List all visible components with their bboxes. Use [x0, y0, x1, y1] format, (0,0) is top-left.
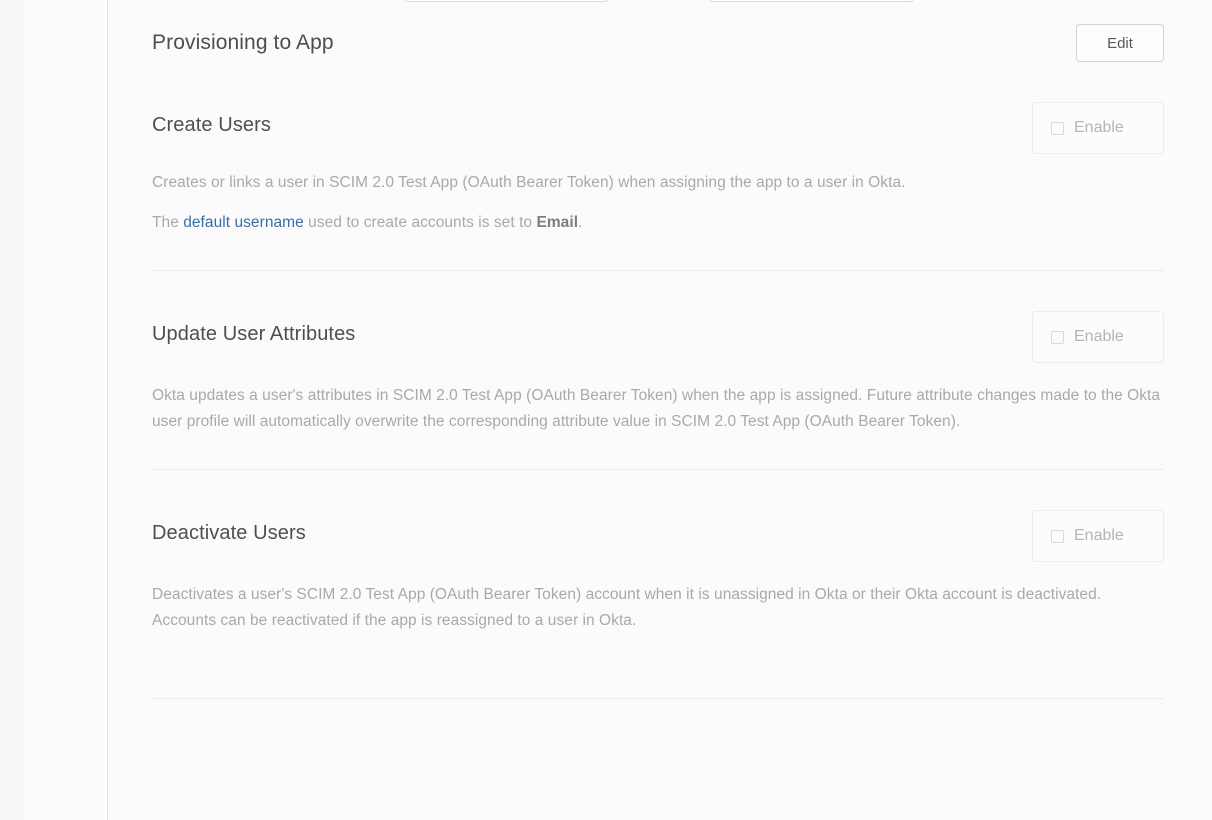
- note-prefix: The: [152, 214, 184, 231]
- sidebar-rail: [24, 0, 108, 820]
- update-user-attributes-header: [152, 311, 1164, 363]
- spacer: [152, 562, 1164, 582]
- section-header: [152, 0, 1164, 62]
- note-suffix: .: [578, 214, 583, 231]
- page-title: Provisioning to App: [152, 31, 334, 54]
- create-users-title: Create Users: [152, 114, 272, 136]
- update-user-attributes-title: Update User Attributes: [152, 323, 356, 345]
- page-left-gutter: [0, 0, 24, 820]
- deactivate-users-title: Deactivate Users: [152, 522, 306, 544]
- update-user-attributes-enable-toggle[interactable]: [1032, 311, 1164, 363]
- edit-button[interactable]: Edit: [1076, 24, 1164, 62]
- create-users-description: Creates or links a user in SCIM 2.0 Test App (OAuth Bearer Token) when assigning the app to a user in Okta.: [152, 174, 906, 191]
- create-users-username-note: [152, 210, 1164, 236]
- spacer: [108, 271, 1212, 311]
- spacer: [152, 154, 1164, 170]
- checkbox-icon[interactable]: [1051, 122, 1064, 135]
- divider: [152, 698, 1164, 699]
- create-users-enable-label: Enable: [1074, 119, 1124, 136]
- spacer: [152, 236, 1164, 270]
- note-value: Email: [536, 214, 579, 231]
- create-users-block: [108, 102, 1212, 270]
- provisioning-to-app-section: [108, 0, 1212, 62]
- spacer: [152, 435, 1164, 469]
- deactivate-users-block: [108, 510, 1212, 698]
- update-user-attributes-enable-label: Enable: [1074, 328, 1124, 345]
- update-user-attributes-description: Okta updates a user's attributes in SCIM 2.0 Test App (OAuth Bearer Token) when the app is assigned. Future attribute changes made to the Okta user profile will automatically overwrite the corresponding attribute value in SCIM 2.0 Test App (OAuth Bearer Token).: [152, 387, 1161, 430]
- deactivate-users-enable-toggle[interactable]: [1032, 510, 1164, 562]
- spacer: [152, 634, 1164, 674]
- spacer: [152, 363, 1164, 383]
- main-content: [108, 0, 1212, 820]
- update-user-attributes-block: [108, 311, 1212, 469]
- create-users-enable-toggle[interactable]: [1032, 102, 1164, 154]
- spacer: [152, 674, 1164, 698]
- checkbox-icon[interactable]: [1051, 331, 1064, 344]
- deactivate-users-enable-label: Enable: [1074, 527, 1124, 544]
- spacer: [108, 470, 1212, 510]
- checkbox-icon[interactable]: [1051, 530, 1064, 543]
- create-users-header: [152, 102, 1164, 154]
- note-middle: used to create accounts is set to: [303, 214, 537, 231]
- default-username-link[interactable]: default username: [183, 214, 304, 231]
- spacer: [108, 62, 1212, 102]
- deactivate-users-header: [152, 510, 1164, 562]
- deactivate-users-description: Deactivates a user's SCIM 2.0 Test App (OAuth Bearer Token) account when it is unassigned in Okta or their Okta account is deactivated. Accounts can be reactivated if the app is reassigned to a user in Okta.: [152, 586, 1102, 629]
